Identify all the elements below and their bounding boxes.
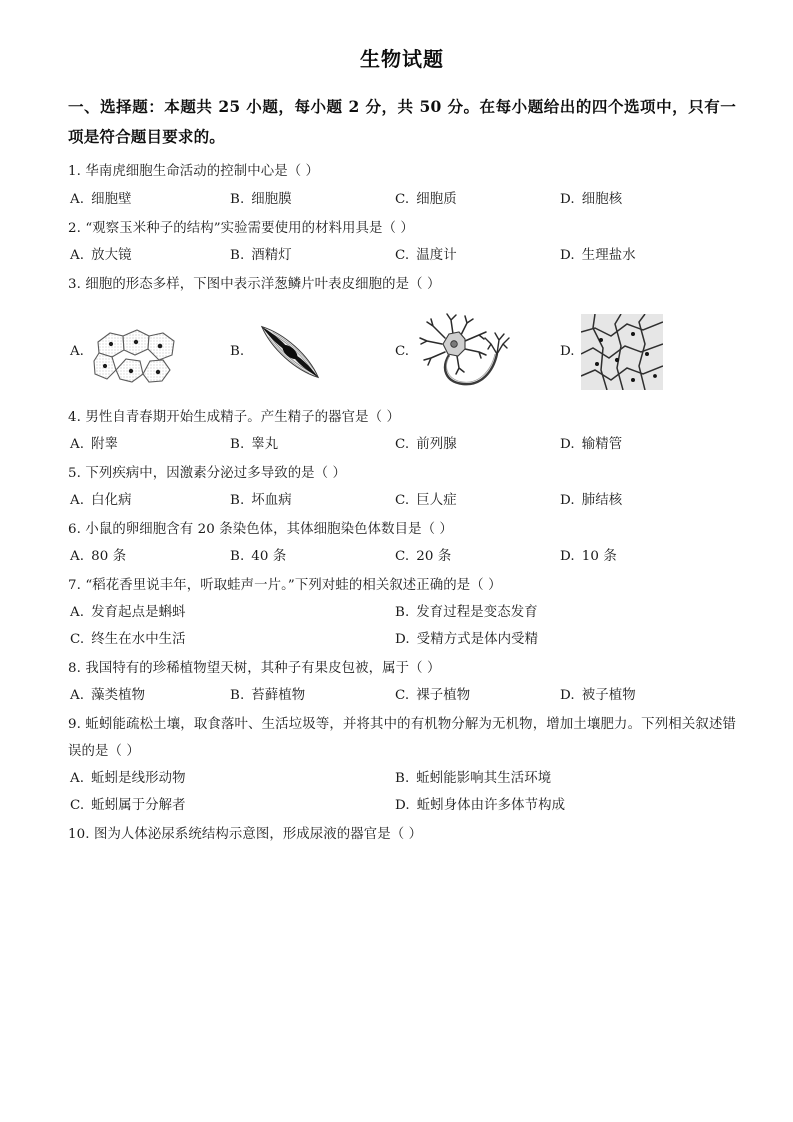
question-2 <box>68 215 736 269</box>
option-a[interactable]: A. 藻类植物 <box>70 688 146 704</box>
question-stem: 7. “稻花香里说丰年，听取蛙声一片。”下列对蛙的相关叙述正确的是（ ） <box>68 577 502 593</box>
option-text: 发育起点是蝌蚪 <box>91 604 186 620</box>
option-b[interactable]: B. 睾丸 <box>230 436 279 452</box>
option-d[interactable]: D. 生理盐水 <box>560 247 636 263</box>
option-text: 蚯蚓身体由许多体节构成 <box>416 798 566 814</box>
question-9 <box>68 711 736 819</box>
option-text: 苔藓植物 <box>251 688 306 704</box>
option-a[interactable]: A. 细胞壁 <box>70 191 132 207</box>
question-stem: 1. 华南虎细胞生命活动的控制中心是（ ） <box>68 164 320 180</box>
clustered-polygonal-cells-image <box>90 316 182 388</box>
image-option-list <box>68 304 736 400</box>
option-c[interactable]: C. 终生在水中生活 <box>70 631 186 647</box>
option-text: 坏血病 <box>251 492 292 508</box>
option-a[interactable]: A. 放大镜 <box>70 247 132 263</box>
question-stem: 2. “观察玉米种子的结构”实验需要使用的材料用具是（ ） <box>68 220 414 236</box>
option-list <box>68 487 736 514</box>
option-text: 细胞膜 <box>251 191 292 207</box>
option-text: 细胞壁 <box>91 191 132 207</box>
option-d[interactable]: D. <box>560 304 663 400</box>
question-7 <box>68 572 736 653</box>
option-text: 40 条 <box>251 548 287 564</box>
option-a[interactable]: A. 蚯蚓是线形动物 <box>70 771 186 787</box>
option-d[interactable]: D. 受精方式是体内受精 <box>395 631 539 647</box>
question-10 <box>68 821 736 848</box>
option-c[interactable]: C. 细胞质 <box>395 191 457 207</box>
option-text: 终生在水中生活 <box>91 631 186 647</box>
onion-epidermis-cells-image <box>581 314 663 390</box>
option-d[interactable]: D. 被子植物 <box>560 688 636 704</box>
option-d[interactable]: D. 输精管 <box>560 436 623 452</box>
option-c[interactable]: C. <box>395 304 515 400</box>
option-list <box>68 543 736 570</box>
option-text: 蚯蚓能影响其生活环境 <box>416 771 552 787</box>
option-list <box>68 599 736 653</box>
option-d[interactable]: D. 10 条 <box>560 548 617 564</box>
option-a[interactable]: A. <box>70 304 182 400</box>
option-text: 10 条 <box>581 548 617 564</box>
section-heading: 一、选择题：本题共 25 小题，每小题 2 分，共 50 分。在每小题给出的四个选项中，只有一项是符合题目要求的。 <box>68 97 736 147</box>
option-text: 蚯蚓属于分解者 <box>91 798 186 814</box>
option-a[interactable]: A. 80 条 <box>70 548 127 564</box>
option-a[interactable]: A. 附睾 <box>70 436 119 452</box>
spindle-muscle-cell-image <box>250 308 330 396</box>
option-text: 白化病 <box>91 492 132 508</box>
option-b[interactable]: B. 苔藓植物 <box>230 688 306 704</box>
question-stem: 3. 细胞的形态多样，下图中表示洋葱鳞片叶表皮细胞的是（ ） <box>68 276 441 292</box>
option-list <box>68 682 736 709</box>
question-6 <box>68 516 736 570</box>
option-text: 细胞核 <box>581 191 623 207</box>
option-text: 蚯蚓是线形动物 <box>91 771 186 787</box>
question-1 <box>68 158 736 212</box>
option-c[interactable]: C. 裸子植物 <box>395 688 471 704</box>
option-text: 睾丸 <box>251 436 279 452</box>
option-c[interactable]: C. 温度计 <box>395 247 457 263</box>
page-title: 生物试题 <box>360 47 444 71</box>
option-b[interactable]: B. 细胞膜 <box>230 191 292 207</box>
neuron-cell-image <box>415 310 515 394</box>
option-text: 巨人症 <box>416 492 457 508</box>
option-b[interactable]: B. <box>230 304 330 400</box>
document-content <box>68 46 736 1000</box>
option-text: 酒精灯 <box>251 247 292 263</box>
option-list <box>68 242 736 269</box>
question-5 <box>68 460 736 514</box>
question-stem: 10. 图为人体泌尿系统结构示意图，形成尿液的器官是（ ） <box>68 827 423 843</box>
question-4 <box>68 404 736 458</box>
question-stem: 8. 我国特有的珍稀植物望天树，其种子有果皮包被，属于（ ） <box>68 660 441 676</box>
question-stem: 5. 下列疾病中，因激素分泌过多导致的是（ ） <box>68 465 347 481</box>
option-c[interactable]: C. 前列腺 <box>395 436 457 452</box>
option-text: 生理盐水 <box>581 247 636 263</box>
option-text: 发育过程是变态发育 <box>416 604 538 620</box>
question-3 <box>68 271 736 400</box>
option-text: 藻类植物 <box>91 688 146 704</box>
option-text: 温度计 <box>416 247 457 263</box>
option-d[interactable]: D. 蚯蚓身体由许多体节构成 <box>395 798 566 814</box>
option-d[interactable]: D. 肺结核 <box>560 492 623 508</box>
option-a[interactable]: A. 白化病 <box>70 492 132 508</box>
option-a[interactable]: A. 发育起点是蝌蚪 <box>70 604 186 620</box>
option-text: 前列腺 <box>416 436 457 452</box>
option-text: 裸子植物 <box>416 688 471 704</box>
question-stem: 6. 小鼠的卵细胞含有 20 条染色体，其体细胞染色体数目是（ ） <box>68 521 453 537</box>
option-list <box>68 765 736 819</box>
option-b[interactable]: B. 坏血病 <box>230 492 292 508</box>
question-stem: 4. 男性自青春期开始生成精子。产生精子的器官是（ ） <box>68 409 400 425</box>
option-list <box>68 431 736 458</box>
option-text: 放大镜 <box>91 247 132 263</box>
option-d[interactable]: D. 细胞核 <box>560 191 623 207</box>
option-b[interactable]: B. 蚯蚓能影响其生活环境 <box>395 771 552 787</box>
option-text: 附睾 <box>91 436 119 452</box>
option-b[interactable]: B. 酒精灯 <box>230 247 292 263</box>
option-b[interactable]: B. 发育过程是变态发育 <box>395 604 538 620</box>
option-c[interactable]: C. 蚯蚓属于分解者 <box>70 798 186 814</box>
question-8 <box>68 655 736 709</box>
option-c[interactable]: C. 20 条 <box>395 548 452 564</box>
option-text: 20 条 <box>416 548 452 564</box>
option-list <box>68 186 736 213</box>
option-text: 肺结核 <box>581 492 623 508</box>
option-b[interactable]: B. 40 条 <box>230 548 287 564</box>
question-stem: 9. 蚯蚓能疏松土壤，取食落叶、生活垃圾等，并将其中的有机物分解为无机物，增加土壤肥力。下列相关叙述错误的是（ ） <box>68 717 736 760</box>
option-text: 细胞质 <box>416 191 457 207</box>
option-text: 输精管 <box>581 436 623 452</box>
page-bottom-blank-space <box>68 850 736 1000</box>
option-c[interactable]: C. 巨人症 <box>395 492 457 508</box>
option-text: 受精方式是体内受精 <box>416 631 539 647</box>
option-text: 被子植物 <box>581 688 636 704</box>
option-text: 80 条 <box>91 548 127 564</box>
